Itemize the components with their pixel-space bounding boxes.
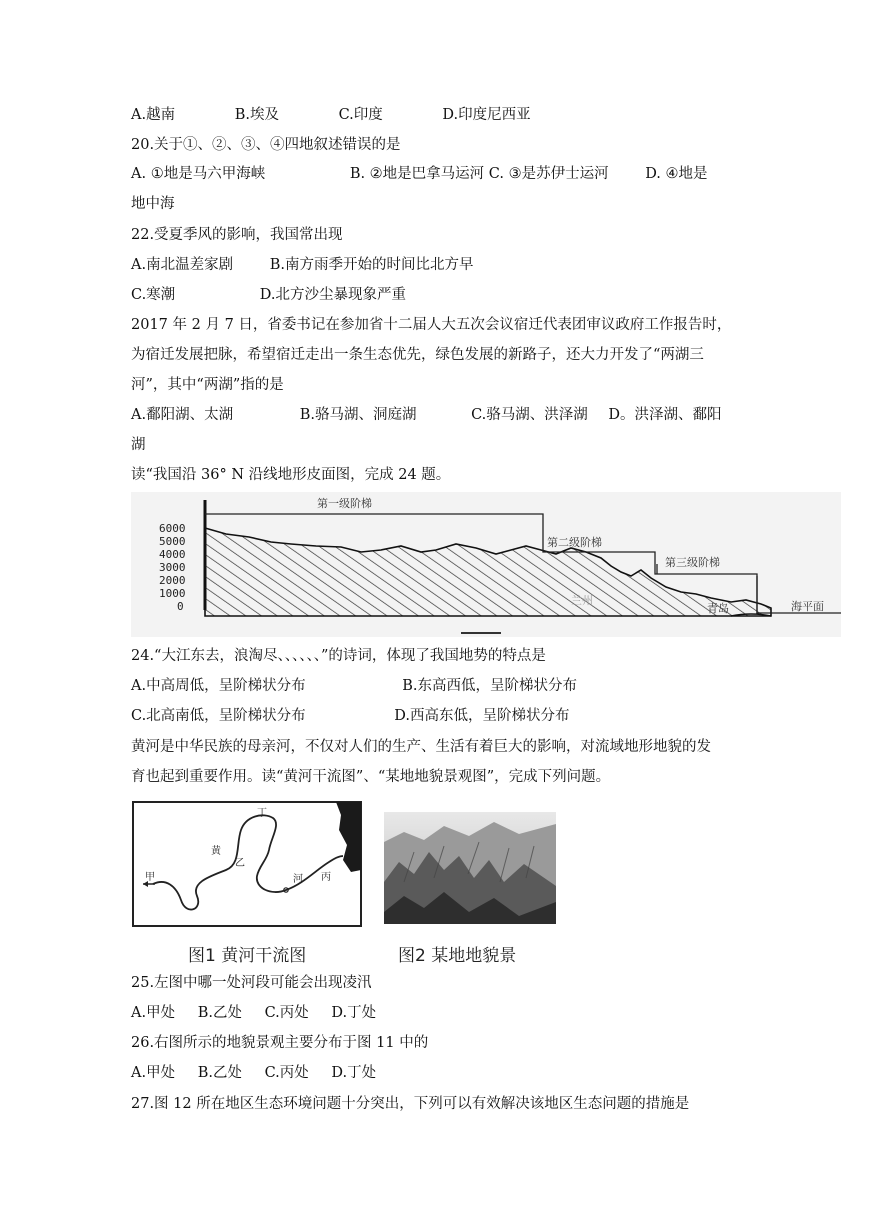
step3-label: 第三级阶梯 — [665, 556, 720, 569]
q22-stem: 22.受夏季风的影响，我国常出现 — [131, 227, 343, 243]
q26-options — [131, 1063, 376, 1083]
option-c: C.寒潮 — [131, 287, 176, 303]
step2-label: 第二级阶梯 — [547, 536, 602, 549]
q23-options — [131, 405, 722, 425]
tick-0: 0 — [177, 600, 184, 613]
figure1-caption: 图1 黄河干流图 — [188, 946, 307, 966]
q20-stem: 20.关于①、②、③、④四地叙述错误的是 — [131, 137, 401, 153]
option-a: A. ①地是马六甲海峡 — [131, 166, 266, 182]
option-d: D.丁处 — [331, 1065, 377, 1081]
option-d: D. ④地是 — [645, 166, 708, 182]
label-yi: 乙 — [235, 858, 245, 869]
option-b: B.南方雨季开始的时间比北方早 — [269, 257, 474, 273]
q20-options — [131, 164, 708, 184]
tick-1000: 1000 — [159, 587, 186, 600]
q27-stem: 27.图 12 所在地区生态环境问题十分突出，下列可以有效解决该地区生态问题的措施是 — [131, 1096, 690, 1112]
option-c: C.骆马湖、洪泽湖 — [471, 407, 588, 423]
option-b: B.乙处 — [197, 1005, 242, 1021]
q22-options-1 — [131, 255, 473, 275]
option-c: C.丙处 — [264, 1065, 309, 1081]
option-a: A.鄱阳湖、太湖 — [131, 407, 234, 423]
sea-level-label: 海平面 — [791, 600, 824, 613]
label-jia: 甲 — [145, 872, 155, 883]
landform-photo — [384, 812, 556, 924]
tick-3000: 3000 — [159, 561, 186, 574]
q22-options-2 — [131, 285, 406, 305]
option-c: C.丙处 — [264, 1005, 309, 1021]
q23-paragraph-1: 2017 年 2 月 7 日，省委书记在参加省十二届人大五次会议宿迁代表团审议政府工作报告时， — [131, 317, 732, 333]
label-ding: 丁 — [257, 808, 267, 819]
q20-options-cont: 地中海 — [131, 196, 175, 212]
label-bing: 丙 — [321, 872, 331, 883]
option-b: B.埃及 — [234, 107, 279, 123]
option-c: C.印度 — [338, 107, 383, 123]
place-label: 兰州 — [571, 594, 593, 607]
option-c: C.北高南低，呈阶梯状分布 — [131, 708, 306, 724]
q24-options-1 — [131, 676, 577, 696]
option-b-c: B. ②地是巴拿马运河 C. ③是苏伊士运河 — [349, 166, 609, 182]
q24-intro: 读“我国沿 36° N 沿线地形皮面图，完成 24 题。 — [131, 467, 451, 483]
tick-6000: 6000 — [159, 522, 186, 535]
tick-5000: 5000 — [159, 535, 186, 548]
terrain-profile-figure — [131, 492, 841, 637]
option-d: D.丁处 — [331, 1005, 377, 1021]
step1-label: 第一级阶梯 — [317, 497, 372, 510]
option-a: A.甲处 — [131, 1065, 176, 1081]
q24-stem: 24.“大江东去，浪淘尽、、、、、、”的诗词，体现了我国地势的特点是 — [131, 648, 546, 664]
tick-4000: 4000 — [159, 548, 186, 561]
option-d: D。洪泽湖、鄱阳 — [608, 407, 722, 423]
option-b: B.骆马湖、洞庭湖 — [299, 407, 417, 423]
option-a: A.越南 — [131, 107, 176, 123]
option-a: A.中高周低，呈阶梯状分布 — [131, 678, 306, 694]
huanghe-paragraph-1: 黄河是中华民族的母亲河，不仅对人们的生产、生活有着巨大的影响，对流域地形地貌的发 — [131, 739, 711, 755]
option-d: D.印度尼西亚 — [442, 107, 531, 123]
q24-options-2 — [131, 706, 570, 726]
q25-stem: 25.左图中哪一处河段可能会出现凌汛 — [131, 975, 372, 991]
city-label: 青岛 — [707, 602, 729, 615]
label-huang: 黄 — [211, 846, 221, 857]
option-d: D.北方沙尘暴现象严重 — [259, 287, 407, 303]
q23-options-cont: 湖 — [131, 437, 146, 453]
figure2-caption: 图2 某地地貌景 — [398, 946, 517, 966]
q23-paragraph-3: 河”，其中“两湖”指的是 — [131, 377, 284, 393]
option-a: A.南北温差家剧 — [131, 257, 234, 273]
option-b: B.乙处 — [197, 1065, 242, 1081]
option-b: B.东高西低，呈阶梯状分布 — [402, 678, 577, 694]
option-d: D.西高东低，呈阶梯状分布 — [394, 708, 570, 724]
q23-paragraph-2: 为宿迁发展把脉，希望宿迁走出一条生态优先，绿色发展的新路子，还大力开发了“两湖三 — [131, 347, 704, 363]
tick-2000: 2000 — [159, 574, 186, 587]
y-ticks — [159, 522, 186, 613]
yellow-river-map — [131, 800, 363, 928]
q26-stem: 26.右图所示的地貌景观主要分布于图 11 中的 — [131, 1035, 429, 1051]
label-he: 河 — [293, 874, 303, 885]
huanghe-paragraph-2: 育也起到重要作用。读“黄河干流图”、“某地地貌景观图”，完成下列问题。 — [131, 769, 611, 785]
option-a: A.甲处 — [131, 1005, 176, 1021]
q19-options — [131, 105, 531, 125]
q25-options — [131, 1003, 376, 1023]
